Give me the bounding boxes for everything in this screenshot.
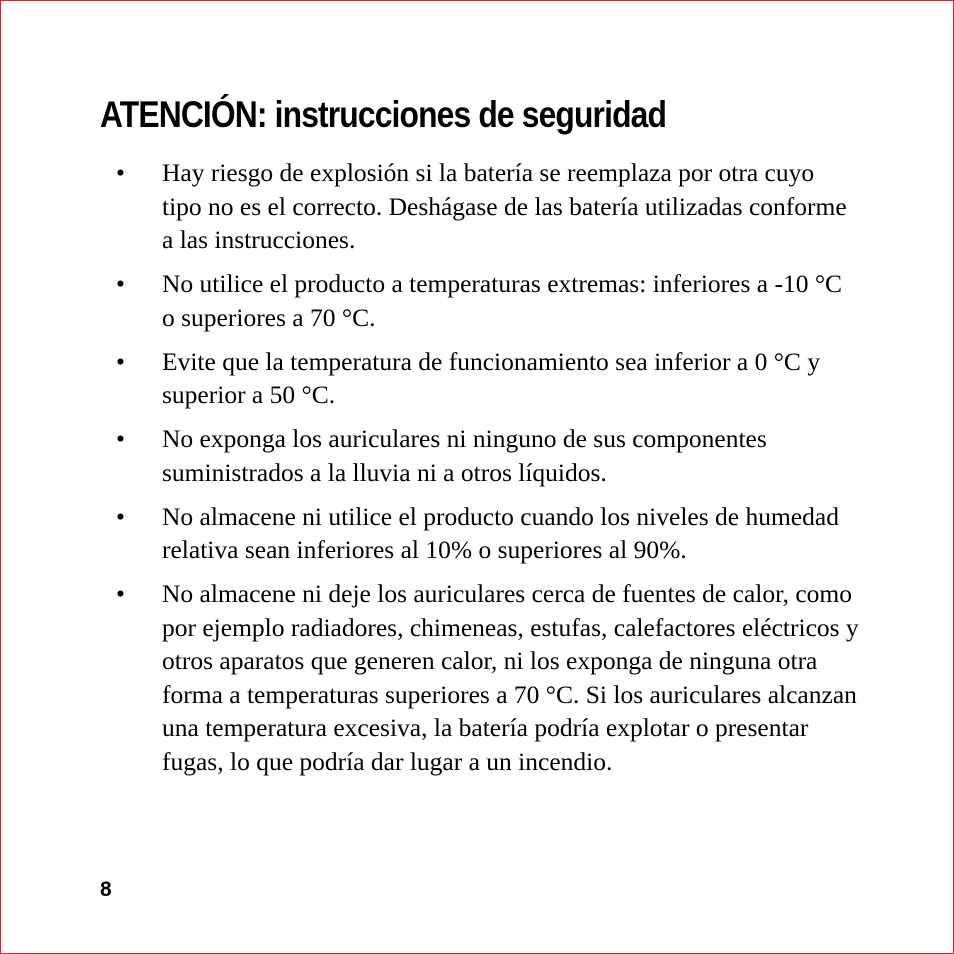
list-item-text: No exponga los auriculares ni ninguno de sus componentes suministrados a la lluvia ni a otros líquidos. bbox=[162, 424, 767, 487]
list-item bbox=[100, 156, 860, 257]
safety-instructions-list bbox=[100, 156, 860, 789]
list-item-text: No almacene ni utilice el producto cuando los niveles de humedad relativa sean inferiores al 10% o superiores al 90%. bbox=[162, 501, 839, 564]
bullet-icon: • bbox=[116, 579, 125, 608]
list-item bbox=[100, 267, 860, 334]
bullet-icon: • bbox=[116, 424, 125, 453]
list-item bbox=[100, 577, 860, 778]
list-item-text: No utilice el producto a temperaturas extremas: inferiores a -10 °C o superiores a 70 °C. bbox=[162, 269, 843, 332]
list-item bbox=[100, 422, 860, 489]
bullet-icon: • bbox=[116, 158, 125, 187]
list-item-text: Evite que la temperatura de funcionamiento sea inferior a 0 °C y superior a 50 °C. bbox=[162, 346, 821, 409]
page-number: 8 bbox=[100, 878, 112, 901]
bullet-icon: • bbox=[116, 346, 125, 376]
bullet-icon: • bbox=[116, 501, 125, 531]
section-heading: ATENCIÓN: instrucciones de seguridad bbox=[100, 94, 667, 135]
list-item-text: No almacene ni deje los auriculares cerca de fuentes de calor, como por ejemplo radiadores, chimeneas, estufas, calefactores eléctricos y otros aparatos que generen calor, ni los exponga de ninguna otra forma a temperaturas superiores a 70 °C. Si los auriculares alcanzan una temperatura excesiva, la batería podría explotar o presentar fugas, lo que podría dar lugar a un incendio. bbox=[162, 579, 859, 776]
list-item-text: Hay riesgo de explosión si la batería se reemplaza por otra cuyo tipo no es el correcto. Deshágase de las batería utilizadas conforme a las instrucciones. bbox=[162, 158, 847, 254]
list-item bbox=[100, 500, 860, 567]
bullet-icon: • bbox=[116, 269, 125, 298]
list-item bbox=[100, 345, 860, 412]
